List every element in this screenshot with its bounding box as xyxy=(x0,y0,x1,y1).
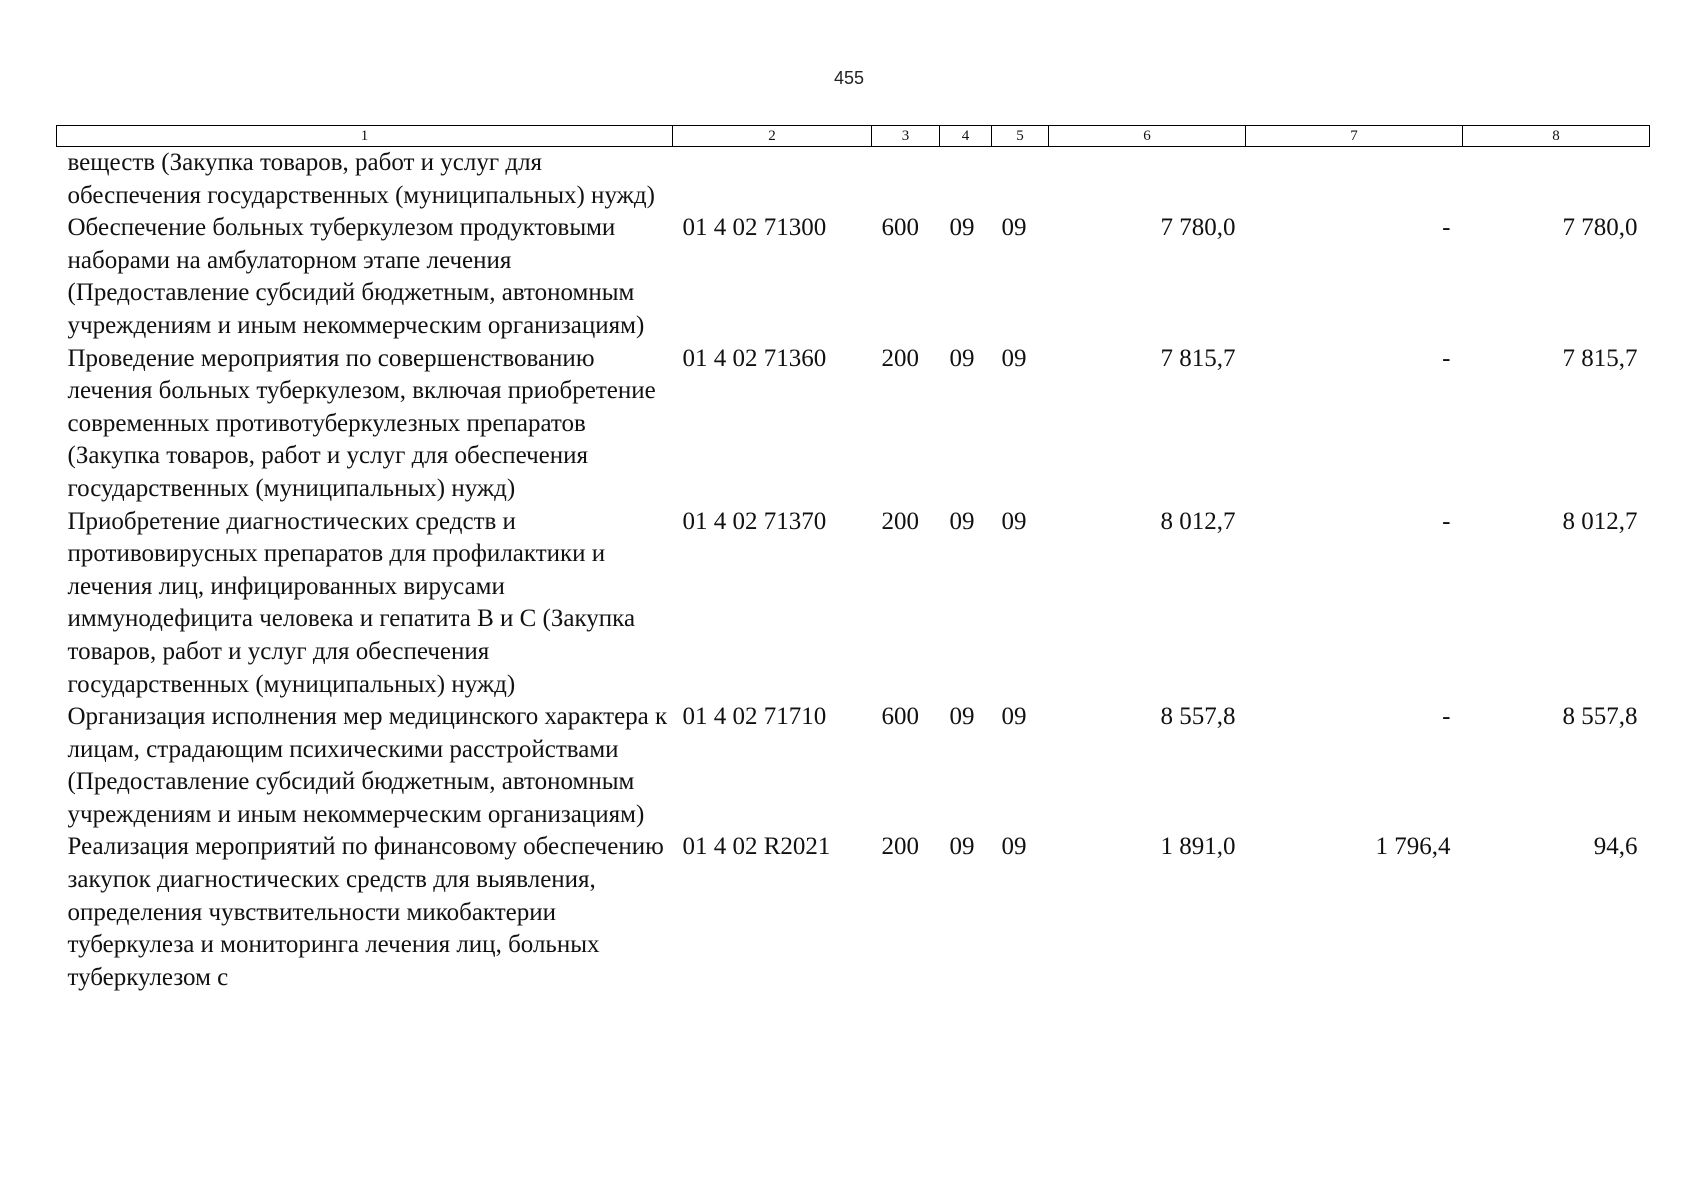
column-header-5: 5 xyxy=(992,126,1049,147)
row-subsection: 09 xyxy=(1001,833,1027,861)
column-header-1: 1 xyxy=(57,126,673,147)
row-total: 8 012,7 xyxy=(1160,507,1236,535)
row-expense-type: 200 xyxy=(881,344,919,372)
column-header-4: 4 xyxy=(940,126,992,147)
row-expense-type: 600 xyxy=(881,214,919,242)
row-description: Приобретение диагностических средств и противовирусных препаратов для профилактики и лечения лиц, инфицированных вирусами иммунодефицита человека и гепатита B и C (Закупка товаров, работ и услуг для обеспечения государственных (муниципальных) нужд) xyxy=(67,507,636,698)
row-regional: 7 815,7 xyxy=(1562,344,1638,372)
row-expense-type: 600 xyxy=(881,703,919,731)
page-number: 455 xyxy=(833,68,865,88)
row-total: 7 780,0 xyxy=(1160,214,1236,242)
row-expense-type: 200 xyxy=(881,507,919,535)
row-federal xyxy=(1246,147,1463,213)
row-description: Организация исполнения мер медицинского характера к лицам, страдающим психическими расстройствами (Предоставление субсидий бюджетным, автономным учреждениям и иным некоммерческим организациям) xyxy=(67,703,668,828)
table-row xyxy=(57,147,1650,213)
row-section xyxy=(940,147,992,213)
row-target-code: 01 4 02 71710 xyxy=(682,703,827,731)
row-federal: - xyxy=(1442,344,1451,372)
row-target-code: 01 4 02 R2021 xyxy=(682,833,831,861)
row-section: 09 xyxy=(949,833,975,861)
row-regional xyxy=(1463,147,1650,213)
row-expense-type: 200 xyxy=(881,833,919,861)
row-description: Проведение мероприятия по совершенствованию лечения больных туберкулезом, включая приобретение современных противотуберкулезных препаратов (Закупка товаров, работ и услуг для обеспечения государственных (муниципальных) нужд) xyxy=(67,344,656,502)
row-total: 1 891,0 xyxy=(1160,833,1236,861)
row-subsection: 09 xyxy=(1001,507,1027,535)
row-subsection: 09 xyxy=(1001,703,1027,731)
table-row xyxy=(57,212,1650,342)
row-section: 09 xyxy=(949,703,975,731)
row-regional: 8 012,7 xyxy=(1562,507,1638,535)
row-regional: 8 557,8 xyxy=(1562,703,1638,731)
column-header-2: 2 xyxy=(673,126,872,147)
row-target-code: 01 4 02 71360 xyxy=(682,344,827,372)
row-section: 09 xyxy=(949,507,975,535)
table-row xyxy=(57,506,1650,702)
row-description: веществ (Закупка товаров, работ и услуг для обеспечения государственных (муниципальных) нужд) xyxy=(67,149,655,209)
row-target-code: 01 4 02 71370 xyxy=(682,507,827,535)
row-federal: - xyxy=(1442,507,1451,535)
row-federal: 1 796,4 xyxy=(1375,833,1451,861)
row-subsection xyxy=(992,147,1049,213)
table-row xyxy=(57,831,1650,994)
row-description: Обеспечение больных туберкулезом продуктовыми наборами на амбулаторном этапе лечения (Предоставление субсидий бюджетным, автономным учреждениям и иным некоммерческим организациям) xyxy=(67,214,645,339)
column-header-3: 3 xyxy=(872,126,940,147)
row-expense-type xyxy=(872,147,940,213)
column-header-6: 6 xyxy=(1049,126,1246,147)
row-subsection: 09 xyxy=(1001,214,1027,242)
budget-table xyxy=(56,125,1650,994)
row-section: 09 xyxy=(949,344,975,372)
row-target-code xyxy=(673,147,872,213)
table-row xyxy=(57,701,1650,831)
column-header-8: 8 xyxy=(1463,126,1650,147)
row-total: 8 557,8 xyxy=(1160,703,1236,731)
column-header-7: 7 xyxy=(1246,126,1463,147)
row-section: 09 xyxy=(949,214,975,242)
row-description: Реализация мероприятий по финансовому обеспечению закупок диагностических средств для выявления, определения чувствительности микобактерии туберкулеза и мониторинга лечения лиц, больных туберкулезом с xyxy=(67,833,664,991)
row-total xyxy=(1049,147,1246,213)
table-body xyxy=(57,147,1650,995)
row-regional: 7 780,0 xyxy=(1562,214,1638,242)
row-federal: - xyxy=(1442,214,1451,242)
row-total: 7 815,7 xyxy=(1160,344,1236,372)
table-header xyxy=(57,126,1650,147)
row-subsection: 09 xyxy=(1001,344,1027,372)
table-row xyxy=(57,343,1650,506)
row-regional: 94,6 xyxy=(1593,833,1638,861)
row-federal: - xyxy=(1442,703,1451,731)
header-row xyxy=(57,126,1650,147)
row-target-code: 01 4 02 71300 xyxy=(682,214,827,242)
